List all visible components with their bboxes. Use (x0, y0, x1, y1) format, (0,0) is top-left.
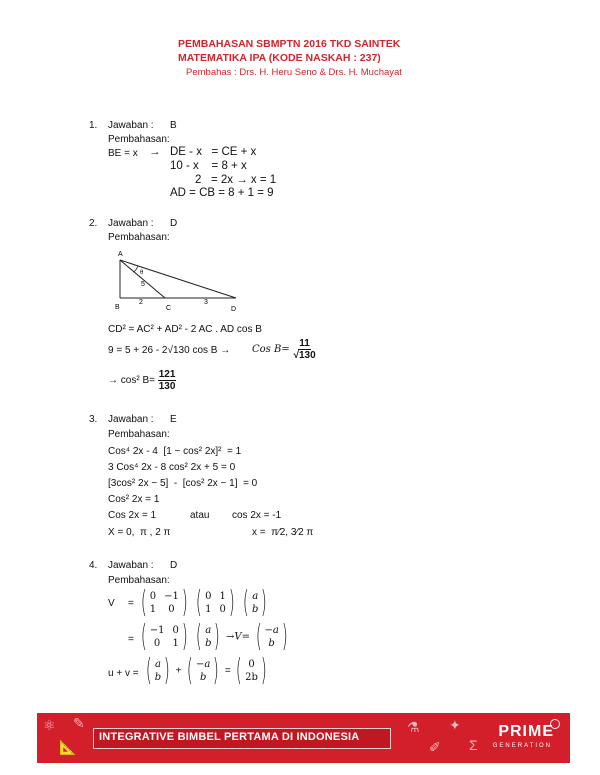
q2-fraction-1-den: √130 (293, 350, 316, 361)
m2-b: 1 (219, 591, 226, 602)
q1-line-1a: BE = x (108, 148, 138, 159)
m1-b: −1 (164, 591, 179, 602)
m1-d: 0 (168, 604, 175, 615)
q3-answer: E (170, 414, 177, 425)
q2-fraction-1-num: 11 (299, 338, 310, 349)
vec5-a: −a (195, 659, 211, 670)
side-ad (120, 260, 236, 298)
q1-answer: B (170, 120, 177, 131)
doc-authors: Pembahas : Drs. H. Heru Seno & Drs. H. Muchayat (186, 67, 402, 78)
q4-v-label: V (108, 598, 115, 609)
q2-equation-3 (108, 369, 176, 392)
vec3-a: −a (264, 625, 279, 636)
q3-line-6a: X = 0, π , 2 π (108, 527, 171, 538)
q4-eq-1: = (128, 598, 134, 609)
q4-uv-label: u + v = (108, 668, 139, 679)
q1-number: 1. (89, 120, 98, 131)
doodle-sigma-icon: Σ (469, 737, 478, 753)
q4-arrow-v: →V= (225, 631, 250, 643)
label-bc: 2 (139, 299, 143, 306)
q4-row-1 (138, 585, 270, 620)
q1-line-4: AD = CB = 8 + 1 = 9 (170, 187, 274, 199)
doc-title-1: PEMBAHASAN SBMPTN 2016 TKD SAINTEK (178, 38, 401, 50)
vec1-b: b (252, 604, 259, 615)
m2-c: 1 (205, 604, 212, 615)
vec2-b: b (205, 638, 212, 649)
angle-arc (134, 266, 138, 272)
doodle-star-icon: ✦ (449, 717, 461, 733)
vector-result: ( 0 2b ) (236, 653, 267, 688)
q2-answer-label: Jawaban : (108, 218, 154, 229)
m3-a: −1 (149, 625, 165, 636)
q3-line-2: 3 Cos⁴ 2x - 8 cos² 2x + 5 = 0 (108, 462, 236, 473)
q2-fraction-1 (293, 338, 317, 361)
vec4-b: b (154, 672, 162, 683)
m2-d: 0 (219, 604, 226, 615)
q3-line-5a: Cos 2x = 1 (108, 510, 157, 521)
label-d: D (231, 306, 237, 313)
matrix-3: ( −1 0 0 1 ) (140, 619, 188, 654)
label-b: B (115, 304, 120, 311)
label-cd: 3 (204, 299, 208, 306)
q2-cos-b-result (252, 338, 317, 361)
q4-eq-2: = (128, 634, 134, 645)
q4-discussion-label: Pembahasan: (108, 575, 170, 586)
q3-answer-label: Jawaban : (108, 414, 154, 425)
q4-row-3 (143, 653, 270, 688)
q2-cos2-label: → cos² B= (108, 375, 155, 387)
q1-line-2: 10 - x = 8 + x (170, 160, 247, 172)
label-theta: θ (140, 270, 144, 276)
vector-u: ( a b ) (145, 653, 170, 688)
label-a: A (118, 251, 123, 258)
q1-discussion-label: Pembahasan: (108, 134, 170, 145)
m2-a: 0 (205, 591, 212, 602)
q4-equals: = (224, 665, 231, 677)
q2-equation-1: CD² = AC² + AD² - 2 AC . AD cos B (108, 324, 262, 335)
q1-line-1b: DE - x = CE + x (170, 146, 257, 158)
m1-c: 1 (149, 604, 157, 615)
q3-number: 3. (89, 414, 98, 425)
q3-line-5c: cos 2x = -1 (232, 510, 282, 521)
q4-plus: + (175, 665, 182, 677)
vec6-b: 2b (245, 672, 258, 683)
vec4-a: a (154, 659, 161, 670)
vec5-b: b (199, 672, 207, 683)
q1-line-3: 2 = 2x → x = 1 (195, 174, 277, 186)
q3-line-6b: x = π⁄2, 3⁄2 π (252, 527, 314, 538)
side-ac (120, 260, 165, 298)
m3-c: 0 (153, 638, 161, 649)
m3-b: 0 (172, 625, 179, 636)
doodle-atom-icon: ⚛ (43, 717, 56, 733)
doodle-book-icon: ✐ (429, 739, 441, 755)
doodle-ruler-icon: 📐 (59, 739, 77, 755)
vector-v: ( −a b ) (187, 653, 220, 688)
q4-answer-label: Jawaban : (108, 560, 154, 571)
doodle-flask-icon: ⚗ (407, 719, 420, 735)
brand-subtitle: GENERATION (492, 743, 552, 749)
matrix-1: ( 0 −1 1 0 ) (140, 585, 188, 620)
vec2-a: a (205, 625, 212, 636)
matrix-2: ( 0 1 1 0 ) (196, 585, 235, 620)
q2-answer: D (170, 218, 178, 229)
q2-fraction-2-den: 130 (158, 381, 176, 392)
m3-d: 1 (172, 638, 179, 649)
q4-answer: D (170, 560, 178, 571)
vector-ab-2: ( a b ) (196, 619, 221, 654)
vec6-a: 0 (248, 659, 255, 670)
q2-equation-2: 9 = 5 + 26 - 2√130 cos B → (108, 345, 231, 356)
doc-title-2: MATEMATIKA IPA (KODE NASKAH : 237) (178, 52, 381, 64)
vector-neg-a-b: ( −a b ) (255, 619, 288, 654)
vec3-b: b (268, 638, 275, 649)
q2-discussion-label: Pembahasan: (108, 232, 170, 243)
brand-logo-text: PRIME (498, 723, 554, 740)
q3-line-4: Cos² 2x = 1 (108, 494, 160, 505)
q3-discussion-label: Pembahasan: (108, 429, 170, 440)
q1-arrow: → (149, 146, 161, 158)
doodle-pencil-icon: ✎ (73, 715, 85, 731)
vec1-a: a (252, 591, 259, 602)
q4-row-2 (138, 619, 291, 654)
q3-line-3: [3cos² 2x − 5] - [cos² 2x − 1] = 0 (108, 478, 258, 489)
q2-number: 2. (89, 218, 98, 229)
vector-ab-1: ( a b ) (243, 585, 268, 620)
q2-cos-b-label: Cos B= (252, 344, 290, 356)
q4-number: 4. (89, 560, 98, 571)
label-c: C (166, 305, 172, 312)
q2-fraction-2 (158, 369, 177, 392)
brand-mark-icon (550, 719, 560, 729)
q3-line-1: Cos⁴ 2x - 4 [1 − cos² 2x]² = 1 (108, 446, 242, 457)
footer-slogan: INTEGRATIVE BIMBEL PERTAMA DI INDONESIA (99, 731, 360, 743)
label-ac: 5 (141, 281, 145, 288)
triangle-figure (110, 248, 250, 318)
m1-a: 0 (149, 591, 157, 602)
footer-banner (37, 713, 570, 763)
q3-line-5b: atau (190, 510, 210, 521)
q1-answer-label: Jawaban : (108, 120, 154, 131)
q2-fraction-2-num: 121 (158, 369, 176, 380)
